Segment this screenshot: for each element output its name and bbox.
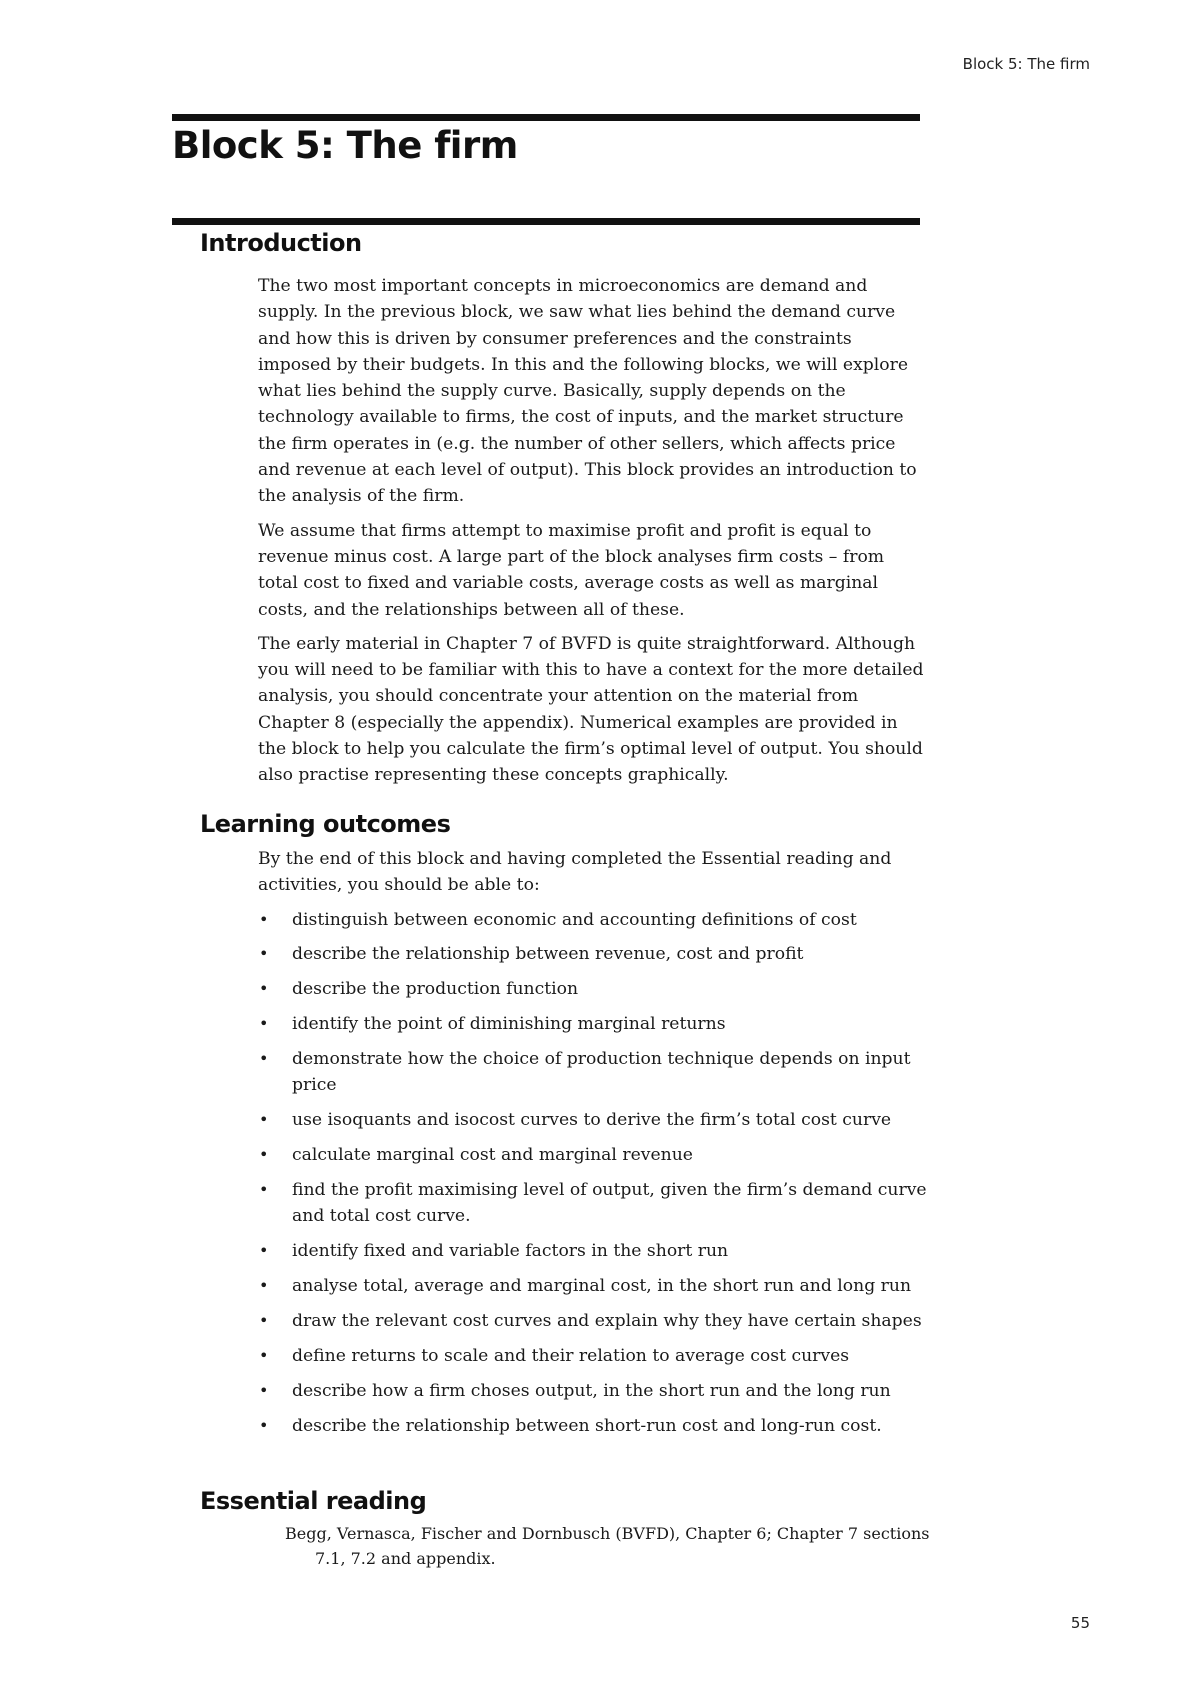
list-item-text: identify fixed and variable factors in the short run bbox=[292, 1241, 729, 1262]
bullet-icon: • bbox=[259, 1241, 269, 1261]
list-item bbox=[258, 1142, 928, 1168]
learning-outcomes-lead: By the end of this block and having completed the Essential reading and activities, you should be able to: bbox=[258, 849, 892, 896]
list-item-text: describe the relationship between short-run cost and long-run cost. bbox=[292, 1415, 882, 1436]
title-rule-top bbox=[172, 114, 920, 121]
list-item-text: distinguish between economic and accounting definitions of cost bbox=[292, 909, 857, 930]
bullet-icon: • bbox=[259, 1145, 269, 1165]
list-item-text: use isoquants and isocost curves to derive the firm’s total cost curve bbox=[292, 1110, 892, 1131]
bullet-icon: • bbox=[259, 1415, 269, 1435]
list-item bbox=[258, 976, 928, 1002]
list-item-text: demonstrate how the choice of production technique depends on input price bbox=[292, 1049, 911, 1096]
running-head: Block 5: The firm bbox=[962, 55, 1090, 73]
list-item-text: describe the relationship between revenue, cost and profit bbox=[292, 944, 804, 965]
list-item bbox=[258, 907, 928, 933]
list-item-text: describe how a firm choses output, in the short run and the long run bbox=[292, 1380, 891, 1401]
bullet-icon: • bbox=[259, 1276, 269, 1296]
list-item bbox=[258, 1343, 928, 1369]
page-title: Block 5: The firm bbox=[172, 124, 518, 167]
list-item-text: define returns to scale and their relation to average cost curves bbox=[292, 1345, 850, 1366]
bullet-icon: • bbox=[259, 1180, 269, 1200]
bullet-icon: • bbox=[259, 1345, 269, 1365]
intro-paragraph-2: We assume that firms attempt to maximise profit and profit is equal to revenue minus cost. A large part of the block analyses firm costs – from total cost to fixed and variable costs, average costs as well as marginal costs, and the relationships between all of these. bbox=[258, 520, 885, 620]
list-item bbox=[258, 1011, 928, 1037]
page-number: 55 bbox=[1070, 1614, 1090, 1632]
essential-reading-citation: Begg, Vernasca, Fischer and Dornbusch (BVFD), Chapter 6; Chapter 7 sections 7.1, 7.2 and appendix. bbox=[285, 1524, 930, 1568]
bullet-icon: • bbox=[259, 1380, 269, 1400]
list-item bbox=[258, 1273, 928, 1299]
list-item-text: analyse total, average and marginal cost, in the short run and long run bbox=[292, 1276, 912, 1297]
bullet-icon: • bbox=[259, 909, 269, 929]
intro-paragraph-1: The two most important concepts in microeconomics are demand and supply. In the previous block, we saw what lies behind the demand curve and how this is driven by consumer preferences and the constraints imposed by their budgets. In this and the following blocks, we will explore what lies behind the supply curve. Basically, supply depends on the technology available to firms, the cost of inputs, and the market structure the firm operates in (e.g. the number of other sellers, which affects price and revenue at each level of output). This block provides an introduction to the analysis of the firm. bbox=[258, 276, 917, 507]
list-item-text: draw the relevant cost curves and explain why they have certain shapes bbox=[292, 1311, 922, 1332]
list-item-text: find the profit maximising level of output, given the firm’s demand curve and total cost curve. bbox=[292, 1180, 927, 1227]
list-item-text: calculate marginal cost and marginal revenue bbox=[292, 1145, 693, 1166]
bullet-icon: • bbox=[259, 1110, 269, 1130]
list-item bbox=[258, 1177, 928, 1230]
learning-outcomes-list bbox=[258, 907, 928, 1439]
introduction-body bbox=[258, 273, 928, 797]
bullet-icon: • bbox=[259, 944, 269, 964]
title-rule-bottom bbox=[172, 218, 920, 225]
list-item bbox=[258, 1378, 928, 1404]
list-item bbox=[258, 941, 928, 967]
bullet-icon: • bbox=[259, 1049, 269, 1069]
list-item bbox=[258, 1046, 928, 1099]
list-item bbox=[258, 1308, 928, 1334]
learning-outcomes-body bbox=[258, 846, 928, 1448]
learning-outcomes-heading: Learning outcomes bbox=[200, 810, 451, 838]
bullet-icon: • bbox=[259, 1311, 269, 1331]
introduction-heading: Introduction bbox=[200, 229, 362, 257]
bullet-icon: • bbox=[259, 1014, 269, 1034]
essential-reading-heading: Essential reading bbox=[200, 1487, 427, 1515]
bullet-icon: • bbox=[259, 979, 269, 999]
list-item bbox=[258, 1107, 928, 1133]
list-item bbox=[258, 1413, 928, 1439]
list-item-text: identify the point of diminishing marginal returns bbox=[292, 1014, 726, 1035]
list-item bbox=[258, 1238, 928, 1264]
list-item-text: describe the production function bbox=[292, 979, 579, 1000]
intro-paragraph-3: The early material in Chapter 7 of BVFD is quite straightforward. Although you will need to be familiar with this to have a context for the more detailed analysis, you should concentrate your attention on the material from Chapter 8 (especially the appendix). Numerical examples are provided in the block to help you calculate the firm’s optimal level of output. You should also practise representing these concepts graphically. bbox=[258, 633, 924, 786]
